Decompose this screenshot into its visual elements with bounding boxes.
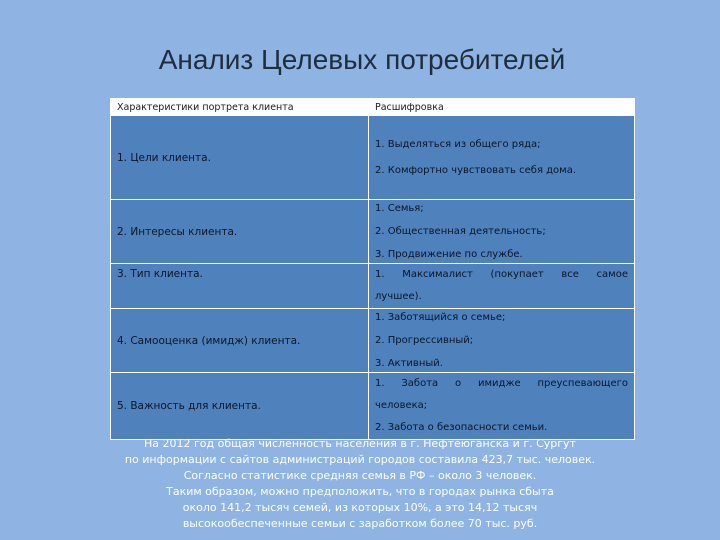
row-value: 1. Выделяться из общего ряда; [375,138,541,150]
row-values [369,373,635,440]
row-values [369,200,635,264]
row-value: 1. Максималист (покупает все самое лучшее). [375,269,628,302]
row-value: 2. Общественная деятельность; [375,225,546,237]
row-value: 3. Продвижение по службе. [375,248,523,260]
row-values [369,264,635,309]
summary-line: по информации с сайтов администраций городов составила 423,7 тыс. человек. [124,453,596,466]
row-value: 2. Прогрессивный; [375,334,474,346]
summary-line: Таким образом, можно предположить, что в городах рынка сбыта [166,485,554,498]
summary-text [80,436,640,532]
header-decoding: Расшифровка [369,99,635,116]
row-label: 4. Самооценка (имидж) клиента. [111,309,369,373]
row-value: 2. Комфортно чувствовать себя дома. [375,164,577,176]
table-row [111,116,635,200]
table-header-row [111,99,635,116]
row-label: 1. Цели клиента. [111,116,369,200]
consumer-analysis-table [110,98,635,440]
summary-line: высокообеспеченные семьи с заработком более 70 тыс. руб. [182,517,538,530]
row-value: 3. Активный. [375,357,443,369]
row-values [369,116,635,200]
table-row [111,309,635,373]
header-characteristics: Характеристики портрета клиента [111,99,369,116]
row-label: 2. Интересы клиента. [111,200,369,264]
row-values [369,309,635,373]
summary-line: На 2012 год общая численность населения в г. Нефтеюганска и г. Сургут [144,437,576,450]
row-value: 1. Семья; [375,202,424,214]
row-value: 1. Забота о имидже преуспевающего человека; [375,378,628,411]
table-row [111,373,635,440]
row-label: 3. Тип клиента. [111,264,369,309]
row-value: 2. Забота о безопасности семьи. [375,422,548,433]
table-row [111,200,635,264]
page-title: Анализ Целевых потребителей [158,44,566,75]
table-row [111,264,635,309]
row-label: 5. Важность для клиента. [111,373,369,440]
summary-line: около 141,2 тысяч семей, из которых 10%, а это 14,12 тысяч [182,501,538,514]
summary-line: Согласно статистике средняя семья в РФ – около 3 человек. [183,469,537,482]
row-value: 1. Заботящийся о семье; [375,311,506,323]
